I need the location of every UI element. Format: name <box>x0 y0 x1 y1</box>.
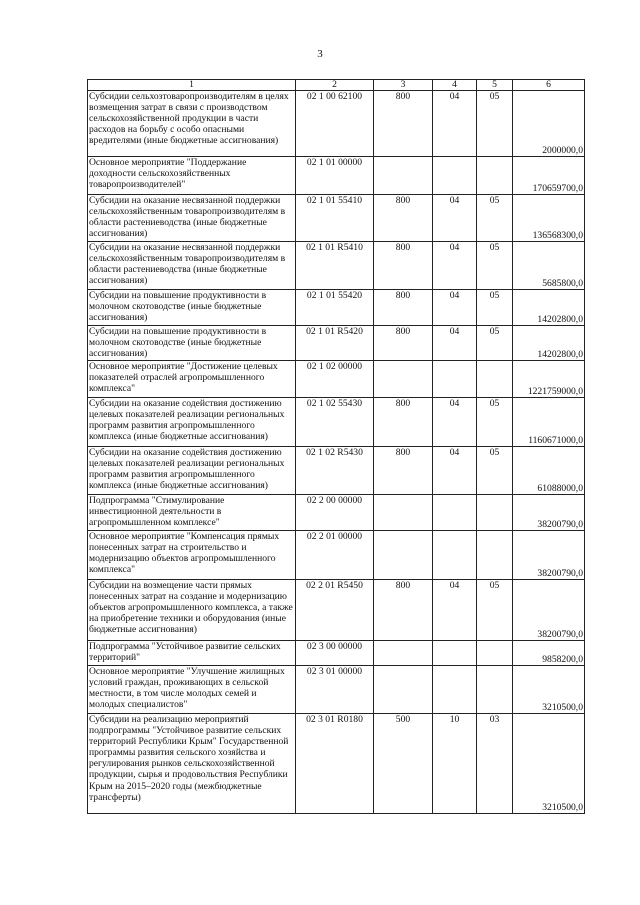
row-vr: 800 <box>374 290 433 326</box>
row-vr: 800 <box>374 580 433 641</box>
row-sum: 3210500,0 <box>513 714 585 814</box>
header-cell: 3 <box>374 80 433 91</box>
row-vr: 500 <box>374 714 433 814</box>
table-row <box>88 714 585 814</box>
row-sum: 14202800,0 <box>513 326 585 361</box>
table-row <box>88 195 585 242</box>
row-rz: 04 <box>433 398 477 447</box>
row-pr <box>477 157 513 195</box>
row-name: Основное мероприятие "Достижение целевых показателей отраслей агропромышленного комплекса" <box>88 361 296 398</box>
row-pr <box>477 641 513 666</box>
row-sum: 136568300,0 <box>513 195 585 242</box>
row-vr: 800 <box>374 326 433 361</box>
row-vr <box>374 641 433 666</box>
row-code: 02 2 01 00000 <box>296 531 374 580</box>
table-row <box>88 580 585 641</box>
row-name: Основное мероприятие "Улучшение жилищных условий граждан, проживающих в сельской местности, в том числе молодых семей и молодых специалистов" <box>88 666 296 714</box>
row-code: 02 1 01 R5410 <box>296 242 374 290</box>
row-sum: 61088000,0 <box>513 447 585 495</box>
table-row <box>88 91 585 157</box>
row-name: Субсидии на оказание несвязанной поддержки сельскохозяйственным товаропроизводителям в области растениеводства (иные бюджетные ассигнования) <box>88 195 296 242</box>
table-row <box>88 326 585 361</box>
row-sum: 38200790,0 <box>513 531 585 580</box>
row-name: Субсидии на оказание несвязанной поддержки сельскохозяйственным товаропроизводителям в области растениеводства (иные бюджетные ассигнования) <box>88 242 296 290</box>
row-name: Субсидии на возмещение части прямых понесенных затрат на создание и модернизацию объектов агропромышленного комплекса, а также на приобретение техники и оборудования (иные бюджетные ассигнования) <box>88 580 296 641</box>
row-code: 02 1 02 55430 <box>296 398 374 447</box>
row-code: 02 1 02 00000 <box>296 361 374 398</box>
row-vr: 800 <box>374 91 433 157</box>
table-row <box>88 242 585 290</box>
row-rz <box>433 666 477 714</box>
row-rz <box>433 361 477 398</box>
row-name: Субсидии на повышение продуктивности в молочном скотоводстве (иные бюджетные ассигнования) <box>88 326 296 361</box>
row-sum: 38200790,0 <box>513 495 585 531</box>
row-pr: 05 <box>477 195 513 242</box>
row-rz: 04 <box>433 91 477 157</box>
header-cell: 2 <box>296 80 374 91</box>
table-row <box>88 290 585 326</box>
row-rz: 04 <box>433 195 477 242</box>
row-vr <box>374 495 433 531</box>
row-sum: 1160671000,0 <box>513 398 585 447</box>
page-number: 3 <box>317 48 323 60</box>
row-name: Субсидии на повышение продуктивности в молочном скотоводстве (иные бюджетные ассигнования) <box>88 290 296 326</box>
row-pr <box>477 666 513 714</box>
row-sum: 38200790,0 <box>513 580 585 641</box>
row-rz <box>433 495 477 531</box>
row-sum: 1221759000,0 <box>513 361 585 398</box>
row-vr <box>374 666 433 714</box>
header-cell: 6 <box>513 80 585 91</box>
table-row <box>88 398 585 447</box>
table-row <box>88 641 585 666</box>
row-sum: 3210500,0 <box>513 666 585 714</box>
row-rz: 10 <box>433 714 477 814</box>
row-rz: 04 <box>433 290 477 326</box>
row-vr: 800 <box>374 195 433 242</box>
row-pr <box>477 531 513 580</box>
row-code: 02 1 01 55410 <box>296 195 374 242</box>
row-name: Основное мероприятие "Поддержание доходности сельскохозяйственных товаропроизводителей" <box>88 157 296 195</box>
row-name: Субсидии на реализацию мероприятий подпрограммы "Устойчивое развитие сельских территорий Республики Крым" Государственной программы развития сельского хозяйства и регулирования рынков сельскохозяйственной продукции, сырья и продовольствия Республики Крым на 2015–2020 годы (межбюджетные трансферты) <box>88 714 296 814</box>
row-code: 02 3 00 00000 <box>296 641 374 666</box>
header-cell: 5 <box>477 80 513 91</box>
row-pr: 05 <box>477 91 513 157</box>
table-row <box>88 531 585 580</box>
row-code: 02 1 01 R5420 <box>296 326 374 361</box>
row-code: 02 1 02 R5430 <box>296 447 374 495</box>
row-rz <box>433 641 477 666</box>
row-vr <box>374 157 433 195</box>
row-vr: 800 <box>374 242 433 290</box>
row-pr: 05 <box>477 580 513 641</box>
row-sum: 170659700,0 <box>513 157 585 195</box>
row-name: Основное мероприятие "Компенсация прямых понесенных затрат на строительство и модернизацию объектов агропромышленного комплекса" <box>88 531 296 580</box>
row-pr: 05 <box>477 290 513 326</box>
row-code: 02 2 00 00000 <box>296 495 374 531</box>
table-row <box>88 495 585 531</box>
row-vr: 800 <box>374 398 433 447</box>
row-pr: 03 <box>477 714 513 814</box>
row-name: Субсидии на оказание содействия достижению целевых показателей реализации региональных программ развития агропромышленного комплекса (иные бюджетные ассигнования) <box>88 447 296 495</box>
row-pr: 05 <box>477 242 513 290</box>
row-pr: 05 <box>477 326 513 361</box>
row-sum: 5685800,0 <box>513 242 585 290</box>
table-row <box>88 666 585 714</box>
header-cell: 4 <box>433 80 477 91</box>
table-row <box>88 157 585 195</box>
row-rz <box>433 157 477 195</box>
row-name: Подпрограмма "Стимулирование инвестиционной деятельности в агропромышленном комплексе" <box>88 495 296 531</box>
row-pr <box>477 495 513 531</box>
row-sum: 14202800,0 <box>513 290 585 326</box>
row-rz: 04 <box>433 447 477 495</box>
row-sum: 9858200,0 <box>513 641 585 666</box>
row-rz: 04 <box>433 242 477 290</box>
row-vr <box>374 361 433 398</box>
row-code: 02 1 01 55420 <box>296 290 374 326</box>
row-rz <box>433 531 477 580</box>
row-code: 02 2 01 R5450 <box>296 580 374 641</box>
row-rz: 04 <box>433 326 477 361</box>
row-pr: 05 <box>477 447 513 495</box>
row-vr <box>374 531 433 580</box>
row-name: Субсидии на оказание содействия достижению целевых показателей реализации региональных программ развития агропромышленного комплекса (иные бюджетные ассигнования) <box>88 398 296 447</box>
row-pr: 05 <box>477 398 513 447</box>
row-code: 02 3 01 00000 <box>296 666 374 714</box>
row-code: 02 1 00 62100 <box>296 91 374 157</box>
row-vr: 800 <box>374 447 433 495</box>
table-header-row <box>88 80 585 91</box>
table-row <box>88 361 585 398</box>
row-name: Подпрограмма "Устойчивое развитие сельских территорий" <box>88 641 296 666</box>
row-rz: 04 <box>433 580 477 641</box>
row-code: 02 3 01 R0180 <box>296 714 374 814</box>
table-row <box>88 447 585 495</box>
row-pr <box>477 361 513 398</box>
row-name: Субсидии сельхозтоваропроизводителям в целях возмещения затрат в связи с производством сельскохозяйственной продукции в части расходов на борьбу с особо опасными вредителями (иные бюджетные ассигнования) <box>88 91 296 157</box>
row-sum: 2000000,0 <box>513 91 585 157</box>
header-cell: 1 <box>88 80 296 91</box>
budget-table <box>87 79 585 814</box>
row-code: 02 1 01 00000 <box>296 157 374 195</box>
